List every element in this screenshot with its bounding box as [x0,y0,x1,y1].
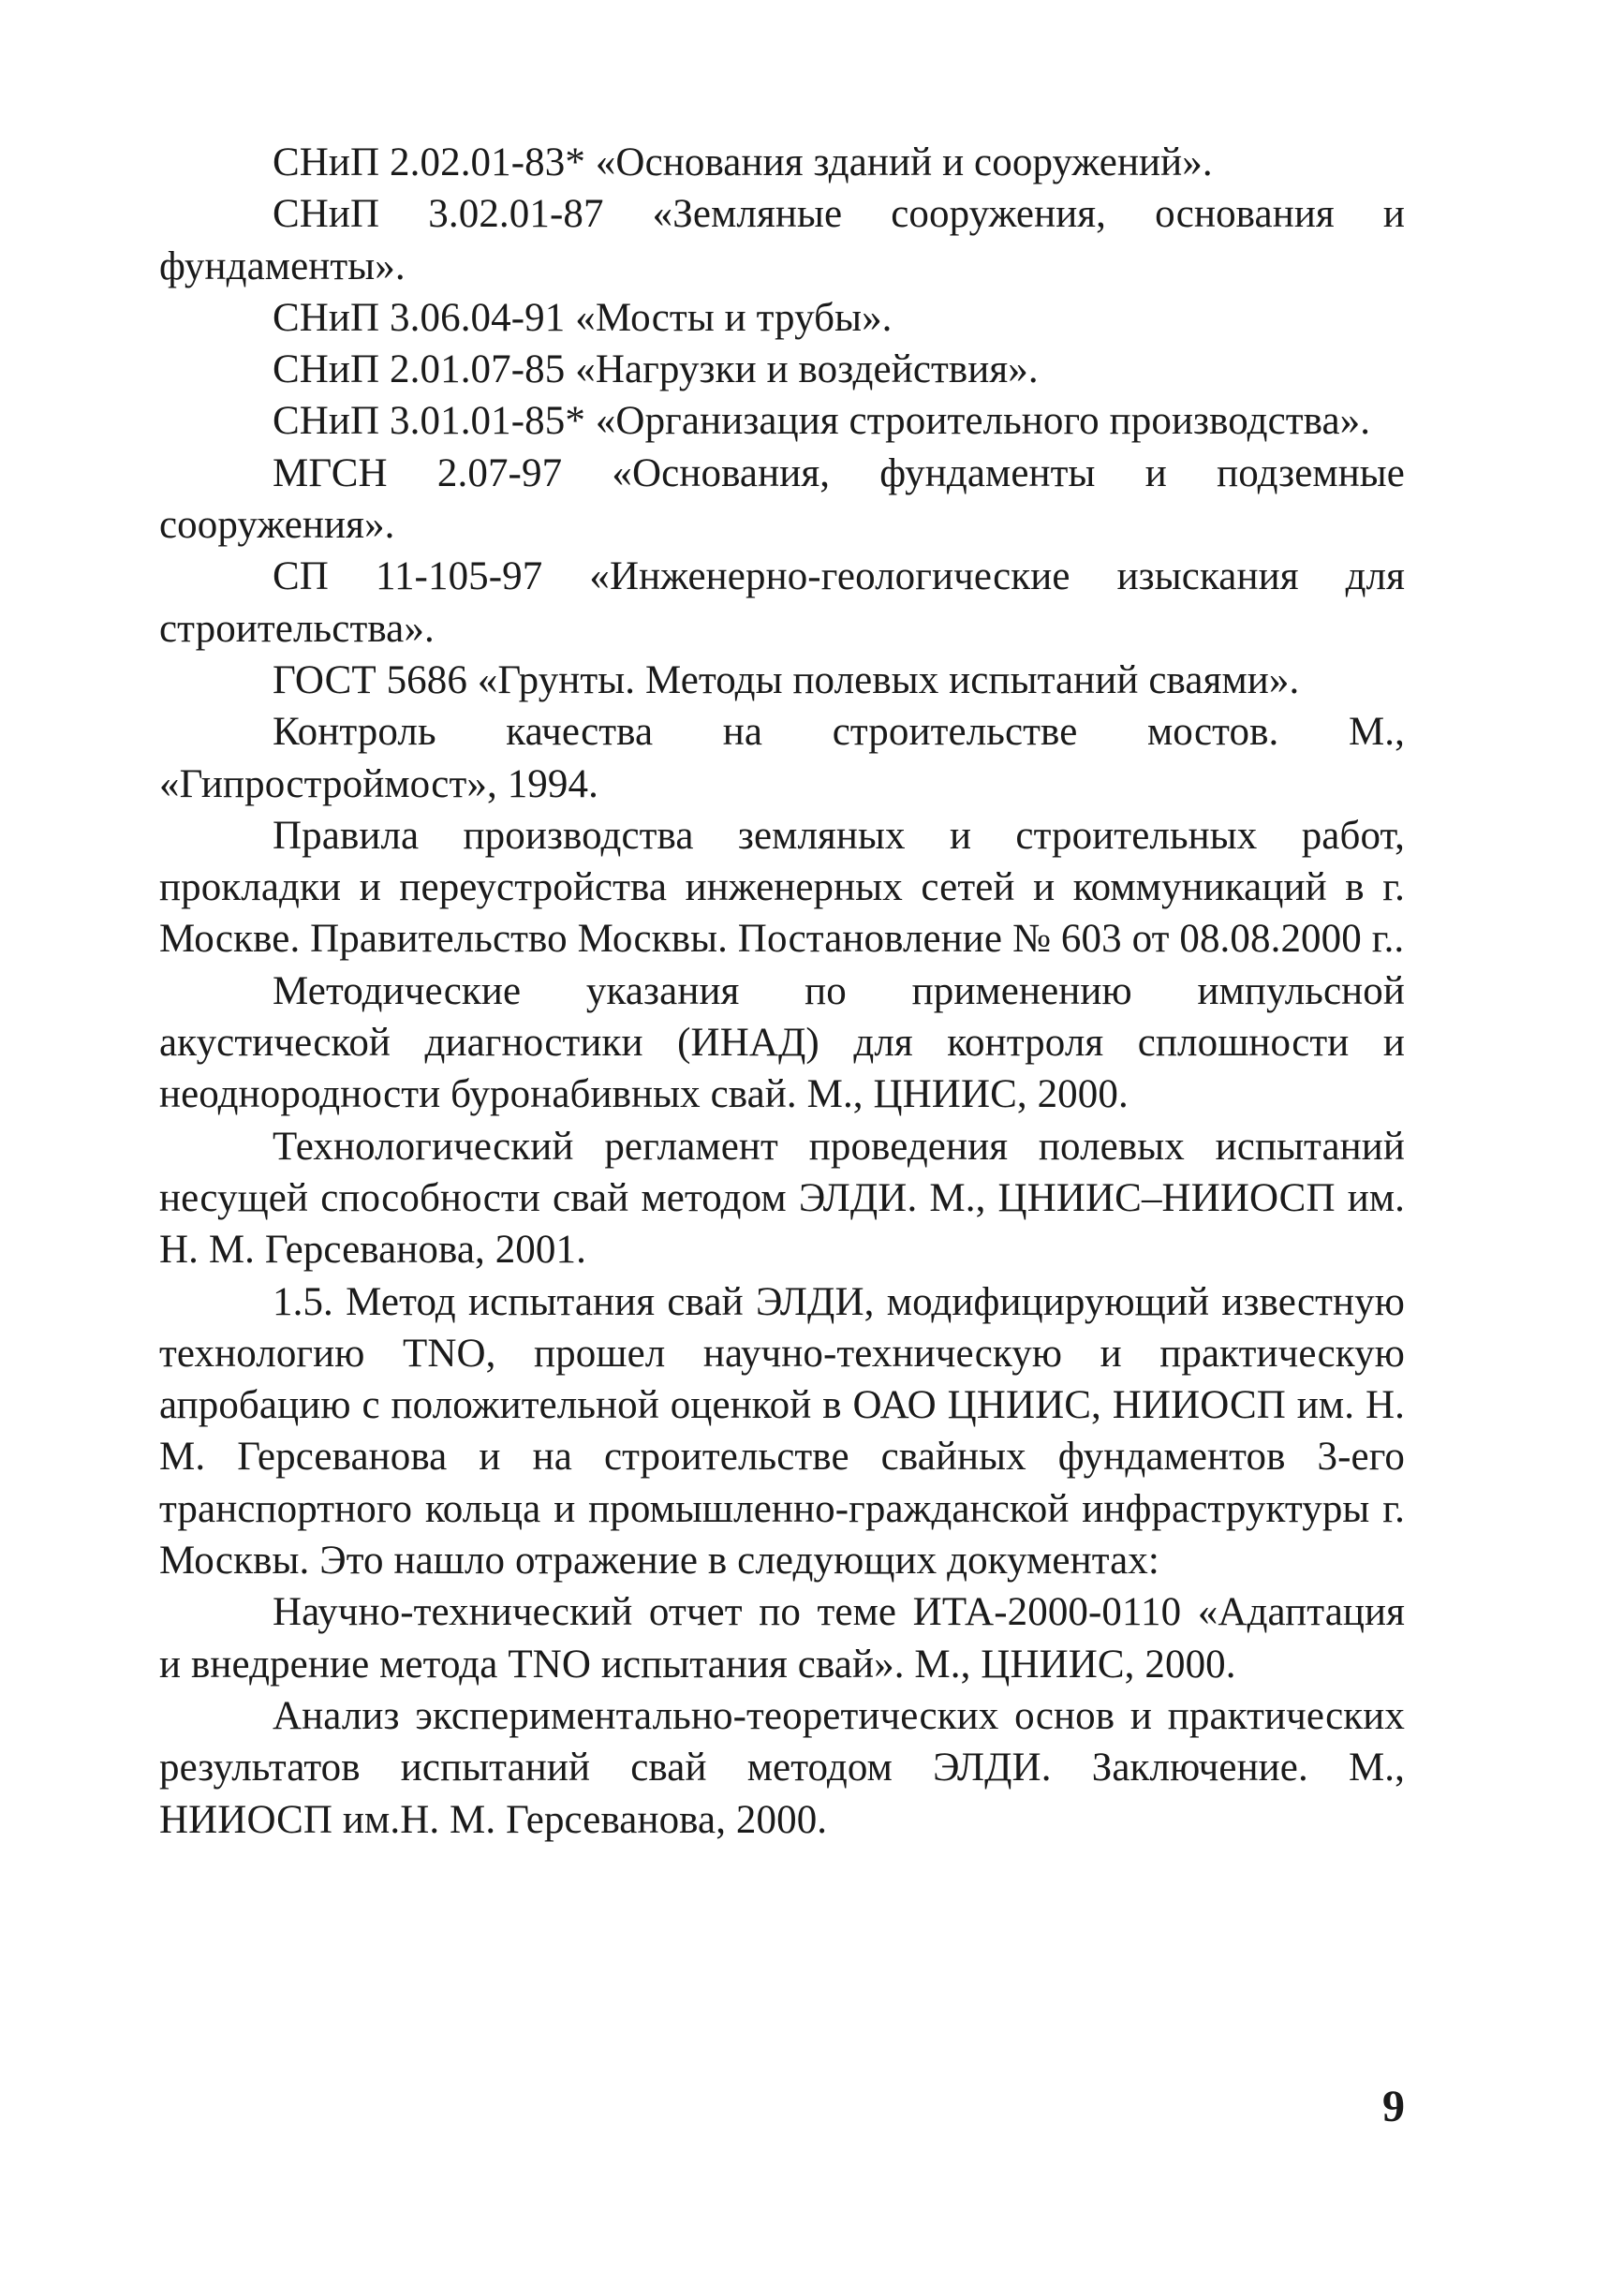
reference-snip-3-02-01-87: СНиП 3.02.01-87 «Земляные сооружения, основания и фундаменты». [159,192,1405,288]
reference-eldi-regulation: Технологический регламент проведения полевых испытаний несущей способности свай методом ЭЛДИ. М., ЦНИИС–НИИОСП им. Н. М. Герсеванова, 2001. [159,1124,1405,1273]
reference-ita-2000-0110-report: Научно-технический отчет по теме ИТА-2000-0110 «Адаптация и внедрение метода TNO испытания свай». М., ЦНИИС, 2000. [159,1590,1405,1687]
reference-gost-5686: ГОСТ 5686 «Грунты. Методы полевых испытаний сваями». [273,657,1300,702]
reference-mgsn-2-07-97: МГСН 2.07-97 «Основания, фундаменты и подземные сооружения». [159,450,1405,548]
reference-snip-3-06-04-91: СНиП 3.06.04-91 «Мосты и трубы». [273,295,893,340]
reference-eldi-analysis-conclusion: Анализ экспериментально-теоретических основ и практических результатов испытаний свай методом ЭЛДИ. Заключение. М., НИИОСП им.Н. М. Герсеванова, 2000. [159,1693,1405,1842]
reference-snip-2-02-01-83: СНиП 2.02.01-83* «Основания зданий и сооружений». [273,140,1213,184]
page-number: 9 [1382,2082,1405,2131]
reference-inad-guidelines: Методические указания по применению импульсной акустической диагностики (ИНАД) для контроля сплошности и неоднородности буронабивных свай. М., ЦНИИС, 2000. [159,968,1405,1117]
reference-sp-11-105-97: СП 11-105-97 «Инженерно-геологические изыскания для строительства». [159,554,1405,651]
reference-snip-2-01-07-85: СНиП 2.01.07-85 «Нагрузки и воздействия». [273,347,1039,392]
section-1-5-paragraph: 1.5. Метод испытания свай ЭЛДИ, модифицирующий известную технологию TNO, прошел научно-техническую и практическую апробацию с положительной оценкой в ОАО ЦНИИС, НИИОСП им. Н. М. Герсеванова и на строительстве свайных фундаментов 3-его транспортного кольца и промышленно-гражданской инфраструктуры г. Москвы. Это нашло отражение в следующих документах: [159,1279,1405,1584]
body-text [159,137,1405,1846]
reference-quality-control-bridges: Контроль качества на строительстве мостов. М., «Гипростроймост», 1994. [159,710,1405,806]
reference-snip-3-01-01-85: СНиП 3.01.01-85* «Организация строительного производства». [273,399,1371,444]
reference-moscow-construction-rules: Правила производства земляных и строительных работ, прокладки и переустройства инженерных сетей и коммуникаций в г. Москве. Правительство Москвы. Постановление № 603 от 08.08.2000 г.. [159,813,1405,962]
